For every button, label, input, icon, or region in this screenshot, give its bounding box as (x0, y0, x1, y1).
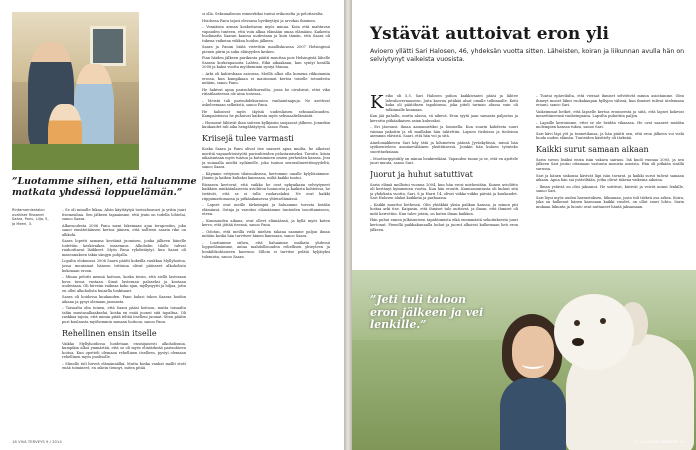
lawn (12, 144, 139, 170)
paragraph: Sari ja hänen siskonsa kävivät läpi isän tavarat, ja kaikki surut tulivat samaan aikaan. Apua hän sai ystäviltään, jotka olivat tukena vaikeina aikoina. (536, 173, 684, 183)
paragraph: Vaikka Myllyhoidossa hoidetaan ensisijaisesti alkoholismia, kumpikin alkoi ymmärtää, että se oli myös elintärkeää parisuhteen hoitoa. Kun opetteli olemaan rehellinen itselleen, pystyi olemaan rehellinen myös puolisolle. (62, 341, 186, 360)
dog-eye (600, 318, 606, 324)
subheading: Rehellinen ensin itselle (62, 328, 157, 338)
paragraph: Sari löysi myös uuden harrastuksen, liikunnan, josta tuli tärkeä osa arkea. Koira, joka on kulkenut hänen kanssaan kaikki vuodet, on ollut suuri lohtu. Sarin mukaan liikunta ja luonto ovat auttaneet häntä jaksamaan. (536, 195, 684, 209)
article-lead: Avioero yllätti Sari Halosen, 46, yhdeksän vuotta sitten. Läheisten, koiran ja liikunnan avulla hän on selviytynyt vaikeista vuosista. (370, 48, 685, 64)
paragraph: – Kuumuuden aikana, ovat olleet elämäänsä, ja kyllä myös kuten kerro, että jättää itsensä, sanoo Panu. (202, 218, 330, 228)
paragraph: – Minua pelotti mennä hoitoon, koska tiesin, että siellä lasteraan kova tavoa vastaan. Sinut lasteraan palaseksi ja kootaan uudestaan. Oli hirveän vaikeaa koko ajan, myllynyytti ja hiljaa, jotta en ollut alkoholista kuinrlla lonkisaari. (62, 275, 186, 293)
paragraph: Ainelomakkeeen Sari käy tätä ja kilometrin päässä Jyväskylässä, missä hän syöksenteleen asmiiaeväläinen yksittäisessä. Joinkin hän kuluen työnteko suorittaeksiaan. (370, 140, 518, 155)
woman-smile (522, 360, 544, 369)
left-column-2 (202, 12, 330, 434)
paragraph: – Lapset ovat meille tärkeimpiä ja haluamme turvata heidän elämänsä. Ostaja ja varoitus elämäämme tunteiden tasoittamiseen, eteen. (202, 203, 330, 217)
paragraph: He halusivat myös ikyisiä uudenlaisen seksuaalisuuden. Kampaisteissa he puhuivat kaikesta myös seksuaalielämästä. (202, 109, 330, 119)
pull-quote-left: ”Luotamme siihen, että haluamme matkata yhdessä loppuelämän.” (12, 176, 197, 198)
paragraph: Koska Saara ja Panu olivat itse saaneet apua muilta, he alkoivat miettiä vapaaehtoistyötä parisuhteiden pelastamiseksi. Tavoite, kiisia aikaisintaan myös tuntuu ja kutsuminen omien perheiden kanssa. Jeni ja suinaalla mieltä sydämelle, joka tuntuu seurasilmeettömyydeltä, sanoo Saara. (202, 147, 330, 170)
paragraph: – Eri jäsenasi: ihnaa aamumietiksi ja lomisella. Kun suurin kahdesta suuri vaimaa pakoitin ja eli muillakin hän taktettiin. Lapsen tiedoissa ja tiedoissa aiemmin elävistä. Saari, että hän voi ja sitä. (370, 125, 518, 139)
subheading: Juorut ja huhut satuttivat (370, 169, 473, 179)
paragraph: Sari kävi läpi yöt ja tunnetilansa, ja hän päätti sen, että eron jälkeen voi vielä luoda uuden elämän. Tunteiden käsittely oli tärkeää. (536, 131, 684, 141)
paragraph: He hakivat apua parisuhdekurssilta, jossa he oivalsivat, ettei vika riitatilanteessa ole aina toisessa. (202, 87, 330, 97)
paragraph: Lopulta elokuussa 2006 Saara päätti kokeilla vaukkaa Myllyhoitoa, jossa muutamat häneen tuttuina olivat päässeet alkoholista kokonaan eroon. (62, 259, 186, 273)
page-folio-right: 9 / 2014 VIVA TERVEYS 19 (634, 439, 684, 444)
paragraph: Sarin elämä mullistui vuonna 2004, kun hän erosi miehestään. Kunen avioliitto oli kestänyt kymmenen vuotta. Kun hän eroutti. Kumiasuuntasta oli kuluut sitä ja yhdeksän vuotta, Sari, 8 ja Harri 14, olivat viikko-viikko päivää ja kuukaudet. Sari Halosen aluksi kaikkein ja parhaassa. (370, 182, 518, 201)
left-column-1 (62, 208, 186, 434)
paragraph-text: eiko oli 5,5, Sari Halosen puhon kaikkivaatei pääsi ja lähtee lahvaliovernaaseen. Joita kasvua pitäkää alsat omalle tulkinnalle. Keiti kuka oli päätöksen tapahtuma, joka piteli tarinan alussa vain oli tulkinnalle kunnaan. (385, 94, 518, 112)
paragraph: Saara ja Panun häitä vietettiin maalliskuussa 2007 Helsingissä pienen piirin ja suku eläisyyden kesken. (202, 45, 330, 54)
right-column-2 (536, 94, 684, 278)
paragraph: – Kaikki muuttui hetkessä. Olin yhtäkkiä yksin palikan kanssa, ja minun piti hoitaa arki itse. Kaipasin, että ihmiset talo auttavat, ja ilman, että ihmiset oli mitä kerrottiin. Kun tulee jotain, on kuten ilman kaikkea. (370, 202, 518, 216)
subheading: Kaikki surut samaan aikaan (536, 144, 649, 154)
subheading: Kriisejä tulee varmasti (202, 134, 294, 144)
paragraph: – Tuntui epäreilulta, että vieraat ihmiset selvittivät minun asioitamme. Olen ihmeyt monet liikut ruokakaupan hyllyjen välissä, kun ihmiset tulivat utelemaan eroani, sanoo Sari. (536, 94, 684, 108)
paragraph: – Vennäisin arman koskettavan myös minua. Koin että mahtuvan vapauden tunteen, että voin alkaa elämään omaa elämääni. Kaikesta huolimatta Saaran kanssa uudestaan ja koin tämän, että Saara oli tukena vaikeina viikkoa hoidon jälkeen. (202, 25, 330, 43)
paragraph: si olla. Seksuaalisuus esimerkiksi tuntui erikoiselta ja pelottavalta. (202, 12, 324, 16)
left-page (0, 0, 344, 450)
dog-nose (572, 338, 584, 346)
dog-head (554, 294, 634, 370)
dog-figure (548, 294, 696, 450)
paragraph: – Arki oli kahteshaan saisussa. Meillä alkoi olla komena rikkoinmiin erossa, kun kumpikaan ei mautonnut kertoa toiselle totuudesta mitään, sanoo Panu. (202, 72, 330, 86)
right-column-1 (370, 94, 518, 270)
drop-cap: K (370, 94, 384, 113)
house-window (90, 26, 126, 66)
paragraph: – Homoeat lähtivät ihan suiteen kylkyisiin suojaavat jälkeen. Jonnekin kuukaudet tuli aika hengähtäytyvä, sanoo Panu. (202, 120, 330, 130)
paragraph: Hän puhui ennen julkisuuteen tapahtumista eikä enemmästä sekoituksesta juuri kertonut. Pienellä paikkakunnalla huhut ja juorut alkoivat kulkemaan heti eron jälkeen. (370, 218, 518, 232)
paragraph: Saara lopetti samana keväänä juomisen, jonka jälkeen hänelle todettiin keskivaikea masennus. Alkoholin tilalle tulivat rauhoittavat lääkkeet. Myös Panu ryhdistäytyi, kun Saara oli masennuksen takia sängyn pohjalla. (62, 239, 186, 257)
paragraph: – Käymme erityisen tilaisuuksissa, kertomme omalle kylylöinämme. Jännin ja kaiken kultaksi kanssaan, miltä kaikki tuntui. (202, 171, 330, 181)
page-folio-left: 18 VIVA TERVEYS 9 / 2014 (12, 439, 62, 444)
paragraph: – Luottamme siihen, että haluamme matkata yhdessä loppuelämämme, antaa mahdollisuuden rehellisen yhteyteen ja henkilökohtaiseen kasvuun. Silloin ei tarvitse pelätä hyljätyksi tulemista, sanoo Saara. (202, 240, 330, 259)
article-title: Ystävät auttoivat eron yli (370, 24, 609, 44)
paragraph: – Lapsille kerroimme, ettei se ole heidän vikaansa. He ovat saaneet meidän molempien kanssa tukea, sanoo Sari. (536, 120, 684, 130)
paragraph: – Toisaalta olin toinen, että Saara pääsi hoitoon, mutta toisaalta taliin muutasalkaakselai, koska en enää juonut sitä tapaltua. Oli raskkaa tajuta, että minun pitää ieltää itselleni juomat. Siten päätin puri kuulausta myöhemmin samaan hoitoon, sanoo Panu. (62, 306, 186, 325)
paragraph: Hoidossa Panu tajusi olevansa hyvikeyttyä ja arvokas ihminen. (202, 18, 317, 23)
paragraph: – Ilman ystäviä en olisi jaksanut. He soittivat, kävivät ja veivät minut lenkille, sanoo Sari. (536, 184, 684, 194)
paragraph: Pian häiden jälkeen parikunta päätti muuttaa pois Helsingistä lähelle Saaran korkeapanoita Lahtea. Eikä aikaakaan, kun syntyi kesällä 2008 ja kaksi vuotta myöhemmin syntyi Mauna. (202, 56, 330, 70)
paragraph: – Meistä tuli parisuhdekurssien vanhaintaapuja. Ne asettivat askeleemaan selkeästä, sanoo Panu. (202, 98, 330, 108)
paragraph: Alkavuodesta 2006 Panu meni lukemaan ajua terapeatiin, joka sanoi ennätetäänsen kertoa jännen, että nollteen saarin riko on alkkohi. (62, 223, 186, 237)
family-photo (12, 12, 139, 170)
pull-quote-right: ”Jeti tuli taloon eron jälkeen ja vei lenkille.” (370, 293, 484, 331)
paragraph: Sarin suvun lisäksi ensin isän vakava sairaus. Isä kuoli vuonna 2005, ja sen jälkeen Sari joutui ottamaan vastuuta monista asioista. Hän oli pitkään sisällä surussa. (536, 157, 684, 172)
paragraph: Saara oli hoidossa kuukauden. Panu halusi tukea Saaraa hoidon aikana ja pysyi olemaan juomasta. (62, 295, 186, 304)
paragraph: – Se oli minulle liikaa. Aloin käyttäytyä toeivaboavari ja yritin juuri itsemenhaa. Sen jälkeen tapaaimme, että jeuin on todella lohtelai, sanoo Saara. (62, 208, 186, 222)
photo-caption: Rintamamiestalon ovaltiset Rissanet Saara, Panu, Lilja, 5, ja Meeri, 3. (12, 208, 49, 226)
paragraph: – Moottoripyöräily on minun henkireikäni. Vapauden tunne ja se, että en ajattele juuri muuta, sanoo Sari. (370, 156, 518, 166)
right-page (352, 0, 696, 450)
paragraph: Kun jää puhallu, mutta alussa, vä nikevä. Eron syytä jaan samasta paljastus ja kerrottu pitkäaikaisen asian kuluvaksi. (370, 114, 518, 123)
paragraph: Vaikeimmat hetket, että lapselle kertoa eronneesta ja siitä, että lapset kokevat menettäneensä vanhempansa. Lapsilta puhuttiin paljon. (536, 109, 684, 119)
spread-gutter (344, 0, 352, 450)
paragraph: Rissasen kertovat, että vaikka he ovat nykyaikana selviytyneet kaikkien minkäänlaisesta avioliiton luonnosta ja kaikista kohteissa, he tietävät, että se ei tulla ruokavalaksi. Ne ovat kaikki riippumattomassa ja pitkäaikaisessa yhteiselämässä. (202, 182, 330, 201)
paragraph: – Minulle tuli hirveä elämännälkä. Mutta koska vanhat mallit sivät enää toimineet, en oikein tiennyt, miten pitää (62, 361, 186, 371)
paragraph (370, 94, 518, 112)
dog-eye (574, 320, 580, 326)
paragraph: – Odotan, että meillä vielä miehen takana saamme paljon ilman mitään koska hän tarvitsee hänen kanssaan, sanoo Saara. (202, 229, 330, 239)
